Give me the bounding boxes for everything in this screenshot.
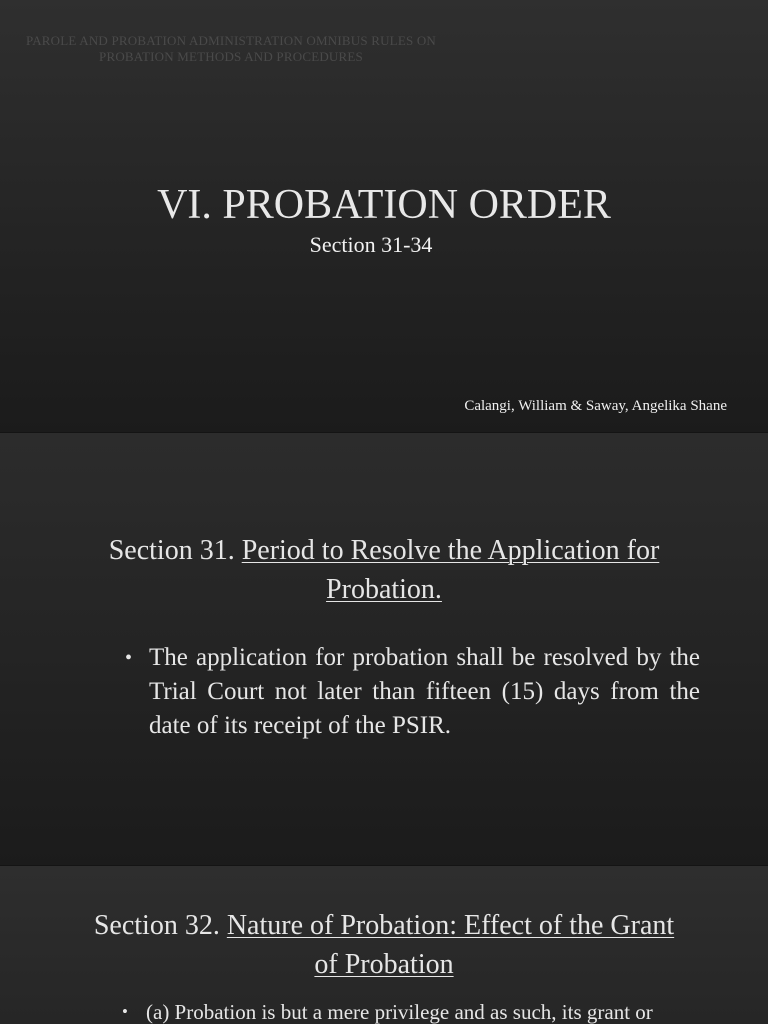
section-31-title-line-2: Probation. [326,574,442,605]
section-31-label: Section 31. [108,535,242,566]
header-line-2: PROBATION METHODS AND PROCEDURES [99,49,363,64]
header-line-1: PAROLE AND PROBATION ADMINISTRATION OMNIBUS RULES ON [25,33,437,48]
bullet-icon: • [125,647,133,669]
section-32-label: Section 32. [93,910,227,941]
section-31-bullet [125,641,700,743]
document-header [0,33,462,65]
section-32-heading [40,906,728,984]
section-32-title-line-2: of Probation [314,949,454,980]
section-32-bullet [122,998,712,1024]
section-31-slide [0,433,768,866]
section-32-title-line-1: Nature of Probation: Effect of the Grant [226,910,675,941]
authors-credit: Calangi, William & Saway, Angelika Shane [464,398,727,414]
section-31-bullet-text: The application for probation shall be resolved by the Trial Court not later than fifteen (15) days from the date of its receipt of the PSIR. [149,644,700,739]
title-slide [0,0,768,433]
section-32-bullet-text: (a) Probation is but a mere privilege and as such, its grant or [146,1000,653,1024]
slide-title: VI. PROBATION ORDER [157,182,611,228]
bullet-icon: • [122,1002,128,1021]
section-32-slide [0,866,768,1024]
section-31-heading [40,531,728,609]
section-31-title-line-1: Period to Resolve the Application for [241,535,660,566]
slide-subtitle: Section 31-34 [309,232,433,257]
